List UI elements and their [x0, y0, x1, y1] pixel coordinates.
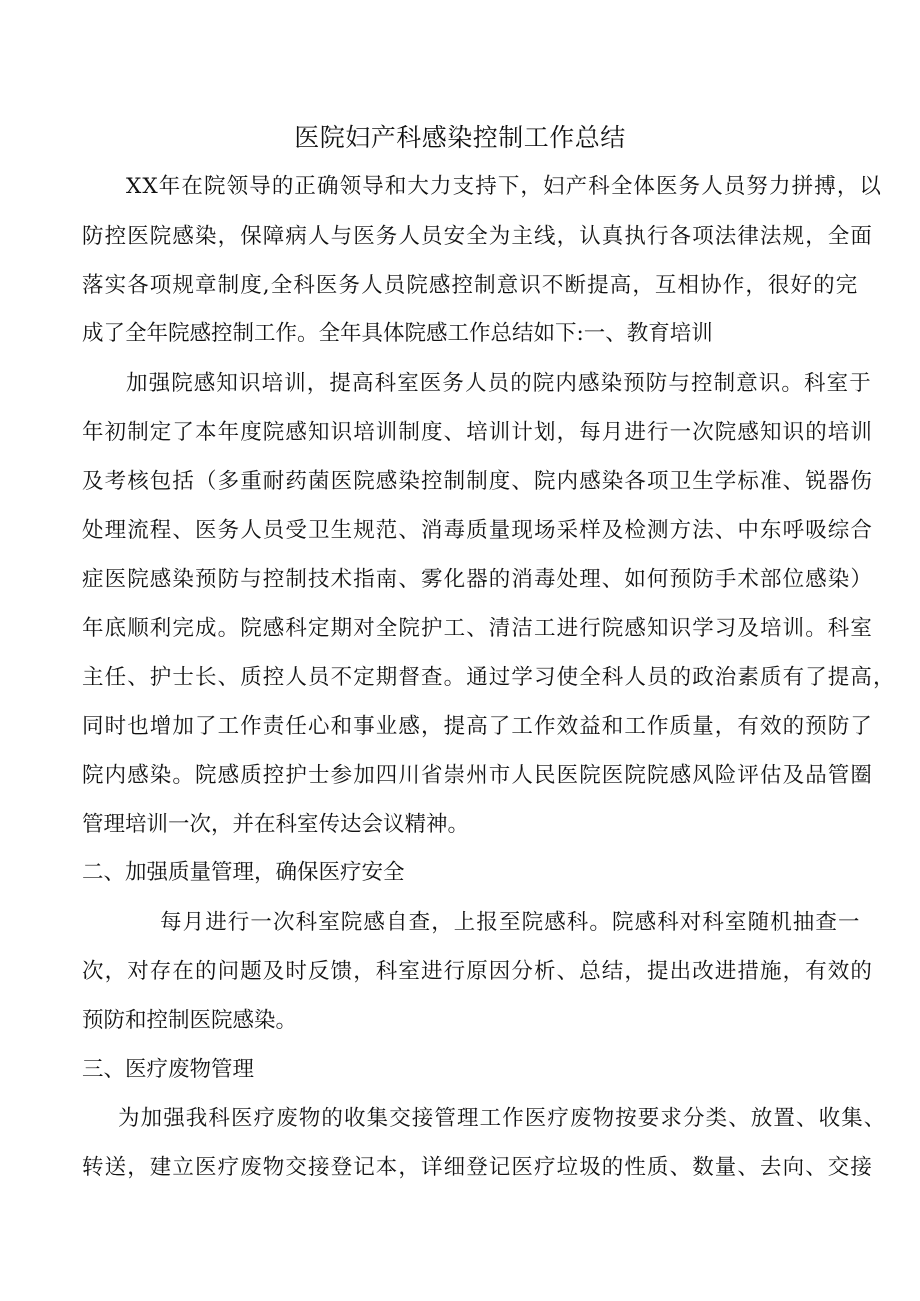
document-title: 医院妇产科感染控制工作总结: [294, 123, 626, 152]
paragraph2-line: 症医院感染预防与控制技术指南、雾化器的消毒处理、如何预防手术部位感染）: [82, 567, 874, 592]
paragraph4-line: 转送，建立医疗废物交接登记本，详细登记医疗垃圾的性质、数量、去向、交接: [82, 1155, 874, 1180]
paragraph2-line: 同时也增加了工作责任心和事业感，提高了工作效益和工作质量，有效的预防了: [82, 714, 874, 739]
paragraph2-line: 及考核包括（多重耐药菌医院感染控制制度、院内感染各项卫生学标准、锐器伤: [82, 469, 874, 494]
paragraph2-line: 主任、护士长、质控人员不定期督查。通过学习使全科人员的政治素质有了提高，: [82, 665, 896, 690]
paragraph2-line: 管理培训一次，并在科室传达会议精神。: [82, 812, 470, 837]
paragraph4-line: 为加强我科医疗废物的收集交接管理工作医疗废物按要求分类、放置、收集、: [118, 1106, 887, 1131]
paragraph2-line: 年初制定了本年度院感知识培训制度、培训计划，每月进行一次院感知识的培训: [82, 420, 874, 445]
paragraph2-line: 加强院感知识培训，提高科室医务人员的院内感染预防与控制意识。科室于: [126, 371, 872, 396]
paragraph2-line: 年底顺利完成。院感科定期对全院护工、清洁工进行院感知识学习及培训。科室: [82, 616, 874, 641]
paragraph1-line: 成了全年院感控制工作。全年具体院感工作总结如下:一、教育培训: [82, 321, 713, 346]
paragraph3-line: 预防和控制医院感染。: [82, 1008, 298, 1033]
paragraph2-line: 处理流程、医务人员受卫生规范、消毒质量现场采样及检测方法、中东呼吸综合: [82, 518, 874, 543]
paragraph3-line: 次，对存在的问题及时反馈，科室进行原因分析、总结，提出改进措施，有效的: [82, 959, 874, 984]
section-heading-quality: 二、加强质量管理，确保医疗安全: [82, 860, 405, 885]
paragraph1-line: XX年在院领导的正确领导和大力支持下，妇产科全体医务人员努力拼搏，以: [126, 174, 883, 199]
paragraph1-line: 落实各项规章制度,全科医务人员院感控制意识不断提高，互相协作，很好的完: [82, 273, 859, 298]
paragraph3-line: 每月进行一次科室院感自查，上报至院感科。院感科对科室随机抽查一: [160, 910, 861, 935]
section-heading-waste: 三、医疗废物管理: [82, 1057, 255, 1082]
paragraph2-line: 院内感染。院感质控护士参加四川省崇州市人民医院医院院感风险评估及品管圈: [82, 763, 874, 788]
paragraph1-line: 防控医院感染，保障病人与医务人员安全为主线，认真执行各项法律法规，全面: [82, 224, 874, 249]
